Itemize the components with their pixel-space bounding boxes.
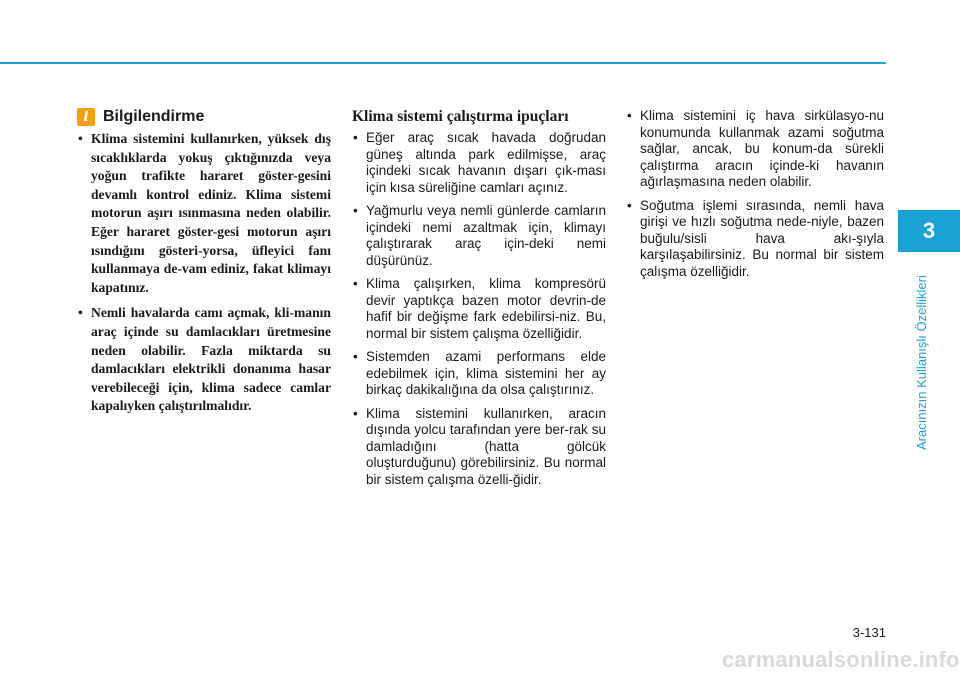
- section-title: Klima sistemi çalıştırma ipuçları: [352, 108, 569, 125]
- header-rule: [0, 62, 886, 64]
- info-item: • Nemli havalarda camı açmak, kli-manın araç içinde su damlacıkları üretmesine neden olabilir. Fazla miktarda su damlacıkları elektrikli donanıma hasar verebileceği için, klima sadece camlar kapalıyken çalıştırılmalıdır.: [77, 304, 331, 416]
- tips-list: [352, 130, 606, 488]
- info-list: [77, 130, 331, 416]
- watermark: carmanualsonline.info: [722, 647, 960, 672]
- info-header: [77, 108, 331, 126]
- tip-item: • Sistemden azami performans elde edebilmek için, klima sistemini her ay birkaç dakikalığına da olsa çalıştırınız.: [352, 349, 606, 399]
- tips-column-continued: [626, 108, 884, 287]
- info-column: [77, 108, 331, 423]
- tip-item: • Eğer araç sıcak havada doğrudan güneş altında park edilmişse, araç içindeki sıcak havanın dışarı çık-ması için kısa süreliğine camları açınız.: [352, 130, 606, 196]
- tip-item: • Klima çalışırken, klima kompresörü devir yaptıkça bazen motor devrin-de hafif bir değişme fark edebilirsi-niz. Bu, normal bir sistem çalışma özelliğidir.: [352, 276, 606, 342]
- tips-list-continued: [626, 108, 884, 280]
- page-number: 3-131: [852, 625, 886, 640]
- tips-column: [352, 108, 606, 495]
- chapter-number-tab: 3: [898, 210, 960, 252]
- tip-item: • Klima sistemini iç hava sirkülasyo-nu konumunda kullanmak azami soğutma sağlar, ancak, bu konum-da sürekli çalıştırma aracın içinde-ki havanın ağırlaşmasına neden olabilir.: [626, 108, 884, 191]
- info-item: • Klima sistemini kullanırken, yüksek dış sıcaklıklarda yokuş çıktığınızda veya yoğun trafikte hararet göster-gesini devamlı kontrol ediniz. Klima sistemi motorun aşırı ısınmasına neden olabilir. Eğer hararet göster-gesi motorun aşırı ısındığını gösteri-yorsa, üfleyici fanı kullanmaya de-vam ediniz, fakat klimayı kapatınız.: [77, 130, 331, 297]
- tip-item: • Klima sistemini kullanırken, aracın dışında yolcu tarafından yere ber-rak su damladığını (hatta gölcük oluşturduğunu) görebilirsiniz. Bu normal bir sistem çalışma özelli-ğidir.: [352, 406, 606, 489]
- chapter-title-vertical: Aracınızın Kullanışlı Özellikleri: [914, 275, 929, 450]
- info-icon: i: [77, 108, 95, 126]
- tip-item: • Soğutma işlemi sırasında, nemli hava girişi ve hızlı soğutma nede-niyle, bazen buğulu/sisli hava akı-şıyla karşılaşabilirsiniz. Bu normal bir sistem çalışma özelliğidir.: [626, 198, 884, 281]
- info-title: Bilgilendirme: [103, 108, 205, 125]
- tip-item: • Yağmurlu veya nemli günlerde camların içindeki nemi azaltmak için, klimayı çalıştırarak araç için-deki nemi düşürünüz.: [352, 203, 606, 269]
